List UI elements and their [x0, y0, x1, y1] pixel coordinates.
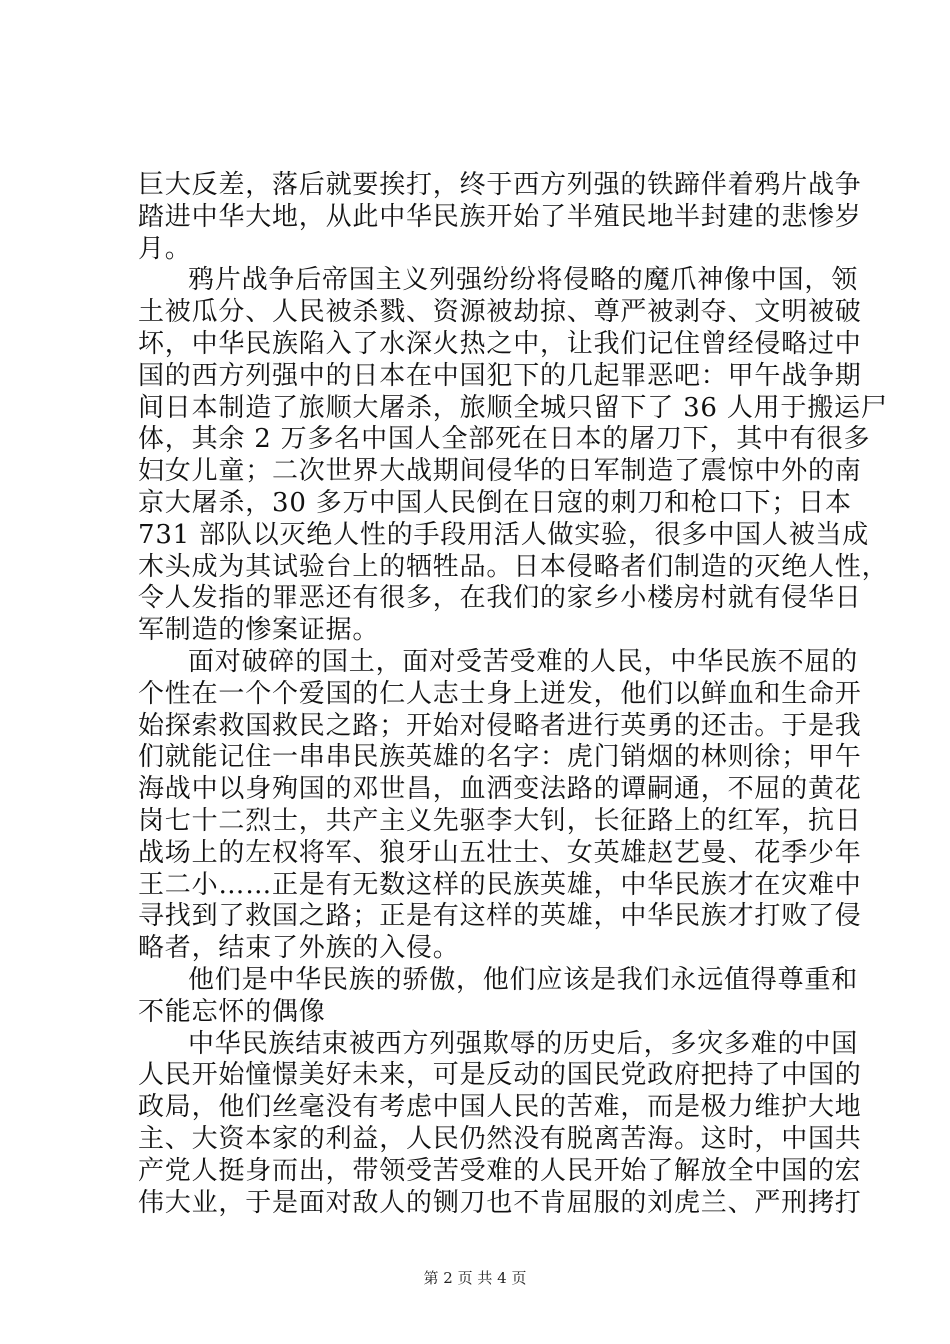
text-line: 木头成为其试验台上的牺牲品。日本侵略者们制造的灭绝人性， — [138, 551, 889, 582]
paragraph — [138, 964, 859, 1029]
text-line: 伟大业，于是面对敌人的铡刀也不肯屈服的刘虎兰、严刑拷打 — [138, 1187, 862, 1218]
document-body — [138, 170, 889, 1219]
text-line: 京大屠杀，30 多万中国人民倒在日寇的刺刀和枪口下；日本 — [138, 487, 852, 518]
text-line: 令人发指的罪恶还有很多，在我们的家乡小楼房村就有侵华日 — [138, 583, 862, 614]
text-line: 寻找到了救国之路；正是有这样的英雄，中华民族才打败了侵 — [138, 901, 862, 932]
paragraph — [138, 170, 862, 265]
text-line: 政局，他们丝毫没有考虑中国人民的苦难，而是极力维护大地 — [138, 1092, 862, 1123]
text-line: 巨大反差，落后就要挨打，终于西方列强的铁蹄伴着鸦片战争 — [138, 170, 862, 200]
text-line: 土被瓜分、人民被杀戮、资源被劫掠、尊严被剥夺、文明被破 — [138, 297, 862, 328]
text-line: 鸦片战争后帝国主义列强纷纷将侵略的魔爪神像中国，领 — [188, 265, 859, 296]
text-line: 们就能记住一串串民族英雄的名字：虎门销烟的林则徐；甲午 — [138, 742, 862, 773]
text-line: 月。 — [138, 233, 192, 264]
text-line: 731 部队以灭绝人性的手段用活人做实验，很多中国人被当成 — [138, 519, 870, 550]
text-line: 主、大资本家的利益，人民仍然没有脱离苦海。这时，中国共 — [138, 1123, 862, 1154]
text-line: 王二小……正是有无数这样的民族英雄，中华民族才在灾难中 — [138, 869, 862, 900]
text-line: 中华民族结束被西方列强欺辱的历史后，多灾多难的中国 — [188, 1028, 859, 1059]
text-line: 面对破碎的国土，面对受苦受难的人民，中华民族不屈的 — [188, 646, 859, 677]
text-line: 他们是中华民族的骄傲，他们应该是我们永远值得尊重和 — [188, 964, 859, 995]
text-line: 个性在一个个爱国的仁人志士身上迸发，他们以鲜血和生命开 — [138, 678, 862, 709]
text-line: 产党人挺身而出，带领受苦受难的人民开始了解放全中国的宏 — [138, 1155, 862, 1186]
text-line: 踏进中华大地，从此中华民族开始了半殖民地半封建的悲惨岁 — [138, 201, 862, 232]
text-line: 体，其余 2 万多名中国人全部死在日本的屠刀下，其中有很多 — [138, 424, 871, 455]
text-line: 战场上的左权将军、狼牙山五壮士、女英雄赵艺曼、花季少年 — [138, 837, 862, 868]
text-line: 国的西方列强中的日本在中国犯下的几起罪恶吧：甲午战争期 — [138, 360, 862, 391]
page-number-label: 第 2 页 共 4 页 — [423, 1269, 527, 1287]
text-line: 人民开始憧憬美好未来，可是反动的国民党政府把持了中国的 — [138, 1060, 862, 1091]
paragraph — [138, 646, 862, 965]
text-line: 海战中以身殉国的邓世昌，血洒变法路的谭嗣通，不屈的黄花 — [138, 774, 862, 805]
text-line: 妇女儿童；二次世界大战期间侵华的日军制造了震惊中外的南 — [138, 456, 862, 487]
paragraph — [138, 265, 889, 647]
paragraph — [138, 1028, 862, 1220]
text-line: 不能忘怀的偶像 — [138, 996, 326, 1027]
text-line: 间日本制造了旅顺大屠杀，旅顺全城只留下了 36 人用于搬运尸 — [138, 392, 888, 423]
text-line: 军制造的惨案证据。 — [138, 615, 380, 646]
text-line: 岗七十二烈士，共产主义先驱李大钊，长征路上的红军，抗日 — [138, 805, 862, 836]
text-line: 略者，结束了外族的入侵。 — [138, 933, 460, 964]
text-line: 始探索救国救民之路；开始对侵略者进行英勇的还击。于是我 — [138, 710, 862, 741]
page-footer — [0, 1268, 950, 1288]
text-line: 坏，中华民族陷入了水深火热之中，让我们记住曾经侵略过中 — [138, 328, 862, 359]
